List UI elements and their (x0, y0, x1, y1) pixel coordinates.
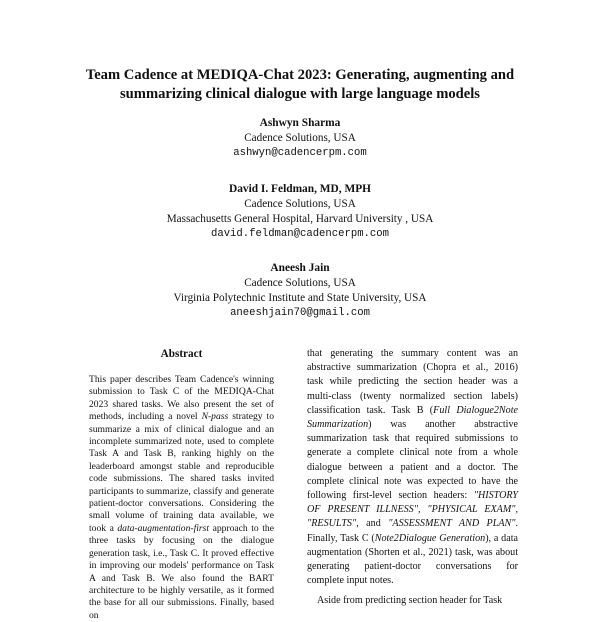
author-name: Aneesh Jain (270, 262, 330, 274)
intro-emphasis: Note2Dialogue Generation (374, 532, 486, 544)
author-affiliation: Cadence Solutions, USA (244, 132, 356, 144)
author-email: ashwyn@cadencerpm.com (233, 147, 367, 159)
author-block-2 (0, 182, 600, 242)
abstract-text: approach to the three tasks by focusing on the dialogue generation task, i.e., Task C. It proved effective in improving our models' performance on Task A and Task B. We also found the BART architecture to be highly versatile, as it formed the base for all our submissions. Finally, based on (89, 522, 274, 621)
author-affiliation: Cadence Solutions, USA (244, 277, 356, 289)
abstract-heading: Abstract (160, 348, 203, 360)
intro-text: ) was another abstractive summarization task that required submissions to generate a complete clinical note from a whole dialogue between a patient and a doctor. The complete clinical note was expected to have the following first-level section headers: (307, 419, 518, 502)
intro-emphasis: "HISTORY OF PRESENT ILLNESS", "PHYSICAL EXAM", "RESULTS" (307, 490, 518, 530)
author-affiliation: Massachusetts General Hospital, Harvard University , USA (166, 213, 434, 225)
abstract-paragraph (89, 374, 274, 622)
abstract-text: This paper describes Team Cadence's winning submission to Task C of the MEDIQA-Chat 2023 shared tasks. We also present the set of methods, including a novel (89, 374, 274, 423)
intro-text: . Finally, Task C ( (307, 518, 518, 544)
abstract-emphasis: data-augmentation-first (117, 522, 210, 534)
intro-text: ), a data augmentation (Shorten et al., 2021) task, was about generating patient-doctor conversations for complete input notes. (307, 532, 518, 587)
intro-emphasis: Full Dialogue2Note Summarization (307, 404, 518, 431)
intro-column (307, 347, 518, 609)
intro-paragraph (307, 347, 518, 588)
author-name: David I. Feldman, MD, MPH (228, 183, 372, 195)
intro-emphasis: "ASSESSMENT AND PLAN" (388, 518, 516, 530)
title-line-2: summarizing clinical dialogue with large language models (120, 86, 480, 102)
intro-text: , and (356, 518, 389, 530)
paper-title (0, 66, 600, 104)
author-affiliation: Cadence Solutions, USA (244, 198, 356, 210)
abstract-text: strategy to summarize a mix of clinical dialogue and an incomplete summarized note, used to complete Task A and Task B, ranking highly on the leaderboard amongst stable and reproducible code submissions. The shared tasks invited participants to summarize, classify and generate patient-doctor conversations. Considering the small volume of training data available, we took a (89, 411, 274, 534)
abstract-body (89, 374, 274, 622)
intro-paragraph-2: Aside from predicting section header for Task (317, 595, 503, 607)
author-email: aneeshjain70@gmail.com (230, 307, 370, 319)
author-name: Ashwyn Sharma (259, 117, 341, 129)
author-affiliation: Virginia Polytechnic Institute and State University, USA (173, 292, 427, 304)
author-email: david.feldman@cadencerpm.com (210, 228, 389, 240)
title-line-1: Team Cadence at MEDIQA-Chat 2023: Generating, augmenting and (85, 67, 515, 83)
author-block-3 (0, 261, 600, 321)
author-block-1 (0, 116, 600, 161)
intro-text: that generating the summary content was an abstractive summarization (Chopra et al., 2016) task while predicting the section header was a multi-class (twenty normalized section labels) classification task. Task B ( (307, 348, 518, 416)
abstract-emphasis: N-pass (201, 411, 229, 423)
